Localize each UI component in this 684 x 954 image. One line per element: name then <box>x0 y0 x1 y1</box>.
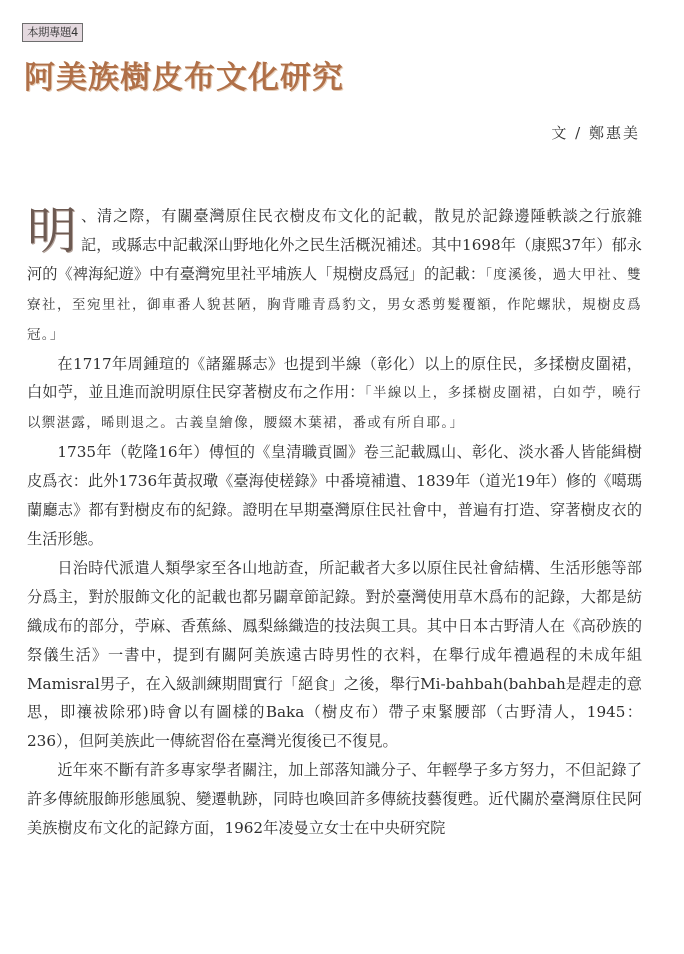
page-title: 阿美族樹皮布文化研究 <box>24 60 344 96</box>
quotation: 「度溪後，過大甲社、雙寮社，至宛里社，御車番人貌甚陋，胸背雕青爲豹文，男女悉剪髮覆額，作陀螺狀，規樹皮爲冠。」 <box>27 266 642 343</box>
paragraph-4 <box>27 554 642 756</box>
paragraph-3 <box>27 438 642 554</box>
drop-cap: 明 <box>27 202 77 260</box>
paragraph-text: 1735年（乾隆16年）傅恒的《皇清職貢圖》卷三記載鳳山、彰化、淡水番人皆能緝樹皮爲衣：此外1736年黃叔璥《臺海使槎錄》中番境補遺、1839年（道光19年）修的《噶瑪蘭廳志》都有對樹皮布的紀錄。證明在早期臺灣原住民社會中，普遍有打造、穿著樹皮衣的生活形態。 <box>27 443 642 548</box>
paragraph-text: 日治時代派遣人類學家至各山地訪查，所記載者大多以原住民社會結構、生活形態等部分爲主，對於服飾文化的記載也都另闢章節記錄。對於臺灣使用草木爲布的記錄，大都是紡織成布的部分，苧麻、香蕉絲、鳳梨絲織造的技法與工具。其中日本古野清人在《高砂族的祭儀生活》一書中，提到有關阿美族遠古時男性的衣料，在舉行成年禮過程的未成年組Mamisral男子，在入級訓練期間實行「絕食」之後，舉行Mi-bahbah(bahbah是趕走的意思，即禳祓除邪)時會以有圖樣的Baka（樹皮布）帶子束緊腰部（古野清人，1945：236），但阿美族此一傳統習俗在臺灣光復後已不復見。 <box>27 558 642 751</box>
paragraph-2 <box>27 350 642 439</box>
author-byline: 文 / 鄭惠美 <box>551 124 640 142</box>
section-badge: 本期專題4 <box>22 23 83 42</box>
paragraph-text: 、清之際，有關臺灣原住民衣樹皮布文化的記載，散見於記錄邊陲軼談之行旅雜記，或縣志中記載深山野地化外之民生活概況補述。其中1698年（康熙37年）郁永河的《裨海紀遊》中有臺灣宛里社平埔族人「規樹皮爲冠」的記載： <box>27 207 642 283</box>
quotation: 「半線以上，多揉樹皮圍裙，白如苧，曉行以禦湛露，晞則退之。古義皇繪像，腰綴木葉裙，番或有所自耶。」 <box>27 385 643 432</box>
paragraph-text: 在1717年周鍾瑄的《諸羅縣志》也提到半線（彰化）以上的原住民，多揉樹皮圍裙，白如苧，並且進而說明原住民穿著樹皮布之作用： <box>27 354 642 402</box>
paragraph-5 <box>27 756 642 843</box>
paragraph-text: 近年來不斷有許多專家學者關注，加上部落知識分子、年輕學子多方努力，不但記錄了許多傳統服飾形態風貌、變遷軌跡，同時也喚回許多傳統技藝復甦。近代關於臺灣原住民阿美族樹皮布文化的記錄方面，1962年凌曼立女士在中央研究院 <box>27 761 642 838</box>
article-body <box>27 202 642 843</box>
paragraph-1 <box>27 202 642 350</box>
